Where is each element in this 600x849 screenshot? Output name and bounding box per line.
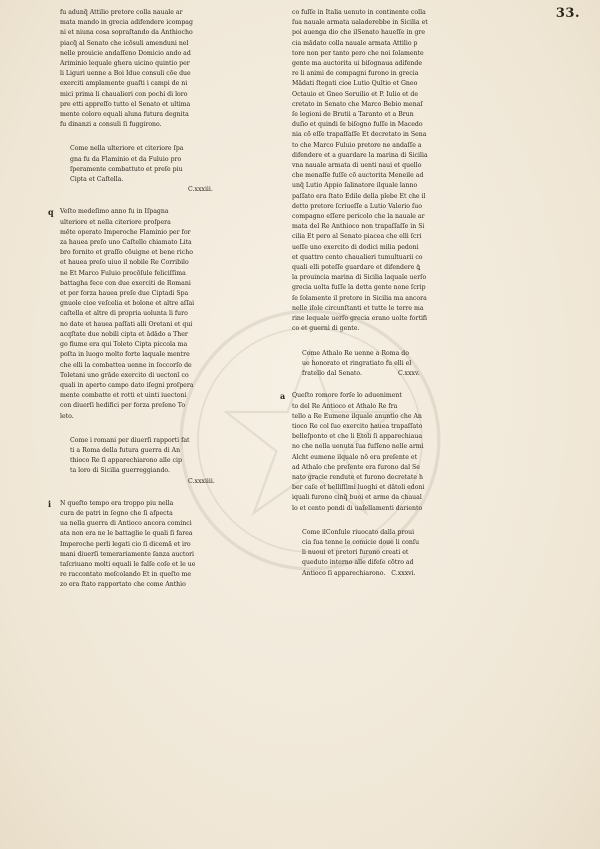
text-line: tello a Re Eumene ilquale anuntio che An xyxy=(292,412,422,420)
text-line: battagha fece con due exerciti de Romani xyxy=(60,279,191,287)
chapter-number: C.xxxiii. xyxy=(188,186,213,194)
text-line: ſua nauale armata ualaderebbe in Sicilia et xyxy=(292,19,428,27)
text-line: za hauea preſo uno Caſtello chiamato Lita xyxy=(60,239,192,247)
text-line: mata mando in grecia adifendere icompag xyxy=(60,19,193,27)
text-line: ni et niuna cosa sopraſtando da Anthiocho xyxy=(60,29,193,37)
text-line: taſcriuano molti equali le falſe coſe et le ue xyxy=(60,560,196,568)
text-line: co et guernì di gente. xyxy=(292,325,360,333)
text-line: tore non per tanto pero che noi ſolamente xyxy=(292,49,424,57)
text-line: ſe ſolamente il pretore in Sicilia ma ancora xyxy=(292,294,427,302)
text-line: cretato in Senato che Marco Bebio menaſ xyxy=(292,100,423,108)
text-line: ulteriore et nella citeriore proſpera xyxy=(60,218,171,226)
text-line: et quattro cento chaualieri tumultuarii co xyxy=(292,253,423,261)
text-line: gnuole cioe veſcelia et bolone et altre aſſai xyxy=(60,300,195,308)
text-line: duſio et quindi ſe biſogno fuſſe in Macedo xyxy=(292,121,423,129)
text-line: Octauio et Gneo Seruilio et P. Iulio et de xyxy=(292,90,419,98)
text-line: et per forza hauea preſe due Ciptadi Spa xyxy=(60,290,189,298)
text-line: poi auenga dio che ilSenato haueſſe in gre xyxy=(292,29,426,37)
text-line: no che nella uenuta ſua fuſſeno nelle armi xyxy=(292,443,424,451)
text-line: pre etti appreſſo tutto el Senato et ultima xyxy=(60,100,191,108)
text-line: belleſponto et che li Etoli ſi apparechiaua xyxy=(292,433,423,441)
text-line: ueſſe uno exercito di dodici milia pedoni xyxy=(292,243,419,251)
text-line: go fiume era qui Toleto Cipta piccola ma xyxy=(60,341,188,349)
text-line: mani diuerſi temerariamente ſanza auctori xyxy=(60,550,195,558)
text-line: tioco Re col ſuo exercito hauea trapaſſato xyxy=(292,422,423,430)
text-line: re raccontato meſcolando Et in queſto me xyxy=(60,571,192,579)
text-line: difendere et a guardare la marina di Sicilia xyxy=(292,151,428,159)
rubric-line: gna fu da Flaminio et da Fuluio pro xyxy=(70,155,182,163)
text-line: nia cõ eſſe trapaſſaſſe Et decretato in Sena xyxy=(292,131,427,139)
text-line: nelle iſole circunſtanti et tutte le terre ma xyxy=(292,304,424,312)
text-line: Toletani uno grāde exercito di uectonī co xyxy=(60,371,189,379)
chapter-number: C.xxxvi. xyxy=(391,569,416,577)
text-line: grecia uolta fuſſe la detta gente none ſcrip xyxy=(292,284,426,292)
text-line: piacq̃ al Senato che icõsuli amenduni nel xyxy=(60,39,189,47)
chapter-rubric xyxy=(302,349,470,380)
text-line: mēte operato Imperoche Flaminio per for xyxy=(60,228,191,236)
rubric-line: ti a Roma della futura guerra di An xyxy=(70,446,181,454)
text-line: to del Re Antioco et Athalo Re fra xyxy=(292,402,398,410)
text-line: acqſtate due nobili cipta et ādādo a Ther xyxy=(60,330,188,338)
text-line: ua nella guerra di Antioco ancora cominci xyxy=(60,520,192,528)
right-section-1 xyxy=(292,8,470,335)
text-line: leto. xyxy=(60,412,74,420)
text-line: co fuſſe in Italia uenuto in continente colla xyxy=(292,9,426,16)
rubric-line: Cipta et Caſtella. xyxy=(70,176,124,184)
text-line: che menaſſe fuſſe cõ auctorita Meneile ad xyxy=(292,172,424,180)
text-line: paſſato era ſtato Edile della plebe Et che il xyxy=(292,192,426,200)
rubric-line: cia ſua tenne le comicie doue li conſu xyxy=(302,538,420,546)
text-line: re li animi de compagni furono in grecia xyxy=(292,70,419,78)
text-line: cilia Et pero al Senato piacea che elli ſcri xyxy=(292,233,422,241)
text-line: fu dinanzi a consuli ſi fuggirono. xyxy=(60,121,162,129)
rubric-line: queduto interno alle difeſe cõtro ad xyxy=(302,559,414,567)
text-line: compagno eſſere pericolo che la nauale ar xyxy=(292,213,425,221)
text-line: zo era ſtato rapportato che come Anthio xyxy=(60,581,186,589)
text-line: cura de patri in ſegno che ſi aſpecta xyxy=(60,509,173,517)
text-line: con diuerſi hedifici per forza preſeno To xyxy=(60,402,186,410)
text-line: la prouincia marina di Sicilia laquale uerſo xyxy=(292,274,427,282)
rubric-line: ſperamente combattuto et preſe piu xyxy=(70,165,183,173)
rubric-line: Come Athalo Re uenne a Roma do xyxy=(302,349,409,357)
chapter-rubric xyxy=(302,528,470,579)
text-line: rine lequale uerſo grecia erano uolte fortifi xyxy=(292,315,428,323)
text-line: ne Et Marco Fuluio procõſule feliciſſima xyxy=(60,269,186,277)
text-line: cia mādato colla nauale armata Attilio p xyxy=(292,39,418,47)
text-line: N queſto tempo era troppo piu nella xyxy=(60,499,174,507)
text-line: gente ma auctorita ui biſognaua adifende xyxy=(292,60,423,68)
text-line: to che Marco Fuluio pretore ne andaſſe a xyxy=(292,141,422,149)
text-line: ber caſe et belliſſimi luoghi et dātoli edoni xyxy=(292,484,425,492)
text-line: mente coloro equali aluna futura degnita xyxy=(60,111,189,119)
left-section-1 xyxy=(48,207,268,421)
chapter-number: C.xxxv. xyxy=(398,370,420,378)
rubric-line-end: Antioco ſi apparechiarono. xyxy=(302,569,386,577)
text-line: ad Athalo che preſente era furono dal Se xyxy=(292,463,420,471)
text-line: lo et cento pondi di uaſellamenti dariento xyxy=(292,504,423,512)
text-line: mente combatte et rotti et uinti iuectoni xyxy=(60,392,187,400)
text-line: che elli la combattea uenne in ſoccorſo de xyxy=(60,361,192,369)
text-line: exerciti amplamente guaſti i campi de ni xyxy=(60,80,188,88)
guide-letter: i xyxy=(48,498,52,509)
right-column xyxy=(280,8,470,591)
chapter-rubric xyxy=(70,144,268,195)
rubric-line: ta loro di Sicilia guerreggiando. xyxy=(70,467,170,475)
text-line: Veſto medeſimo anno fu in Iſpagna xyxy=(60,208,169,216)
text-line: detto pretore ſcriueſſe a Lutio Valerio ſuo xyxy=(292,202,422,210)
text-line: li Liguri uenne a Boi Idue consuli cõe due xyxy=(60,70,191,78)
text-line: poſta in luogo molto forte laquale mentre xyxy=(60,351,190,359)
text-line: mata del Re Anthioco non trapaſſaſſe in Si xyxy=(292,223,425,231)
text-line: Alcht eumene ilquale nō era preſente et xyxy=(292,453,418,461)
text-line: ſe legioni de Brutii a Taranto et a Brun xyxy=(292,111,414,119)
text-line: Ariminio lequale ghera uicino quintio per xyxy=(60,60,190,68)
chapter-number: C.xxxiiii. xyxy=(188,477,215,485)
text-line: unq̃ Lutio Appio ſalinatore ilquale lanno xyxy=(292,182,418,190)
text-line: Mādati ſtegati cioe Lutio Quītio et Gneo xyxy=(292,80,418,88)
text-line: bro fornito et graſſo cõuigne et bene richo xyxy=(60,249,193,257)
text-line: ata non era ne le battaglie le quali ſi farea xyxy=(60,530,193,538)
text-line: fu adunq̃ Attilio pretore colla nauale ar xyxy=(60,9,183,16)
rubric-line: fratello dal Senato. xyxy=(302,369,362,377)
rubric-line: ue honorato et ringratiato fu elli el xyxy=(302,359,412,367)
text-line: nato gracie rendute et furono decretate h xyxy=(292,473,423,481)
folio-number: 33. xyxy=(555,6,580,21)
guide-letter: q xyxy=(48,207,54,218)
text-line: et hauea preſo uiuo il nobile Re Corribilo xyxy=(60,259,189,267)
left-intro-paragraph xyxy=(60,8,268,130)
right-section-2 xyxy=(280,391,470,513)
rubric-line: Come ilConſule riuocato dalla proui xyxy=(302,528,415,536)
text-line: caſtella et altre di propria uolunta li furo xyxy=(60,310,188,318)
left-column xyxy=(48,8,268,591)
rubric-line: li nuoui et pretori furono creati et xyxy=(302,549,409,557)
text-line: no date et hauea paſſati alli Oretani et qui xyxy=(60,320,193,328)
text-line: mici prima li chaualieri con pochi di loro xyxy=(60,90,188,98)
rubric-line: thioco Re ſi apparechiarono alle cip xyxy=(70,457,182,465)
rubric-line: Come i romani per diuerſi rapporti fat xyxy=(70,436,190,444)
left-section-2 xyxy=(48,498,268,591)
text-line: vna nauale armata di uenti naui et quello xyxy=(292,162,422,170)
text-line: Queſto romore forſe lo adueniment xyxy=(292,392,402,400)
rubric-line xyxy=(302,569,470,579)
text-line: nelle prouicie andaſſeno Domicio ando ad xyxy=(60,49,191,57)
rubric-line: Come nella ulteriore et citeriore ſpa xyxy=(70,145,184,153)
text-line: quali elli poteſſe guardare et difendere ꝗ̃ xyxy=(292,264,421,272)
text-line: quali in aperto campo dato iſegni proſpera xyxy=(60,381,194,389)
text-line: iquali furono cinq̃ buoi et arme da chaual xyxy=(292,494,422,502)
text-line: Imperoche perli legati cio ſi dicemã et iro xyxy=(60,540,191,548)
chapter-rubric xyxy=(70,436,268,487)
guide-letter: a xyxy=(280,391,286,402)
